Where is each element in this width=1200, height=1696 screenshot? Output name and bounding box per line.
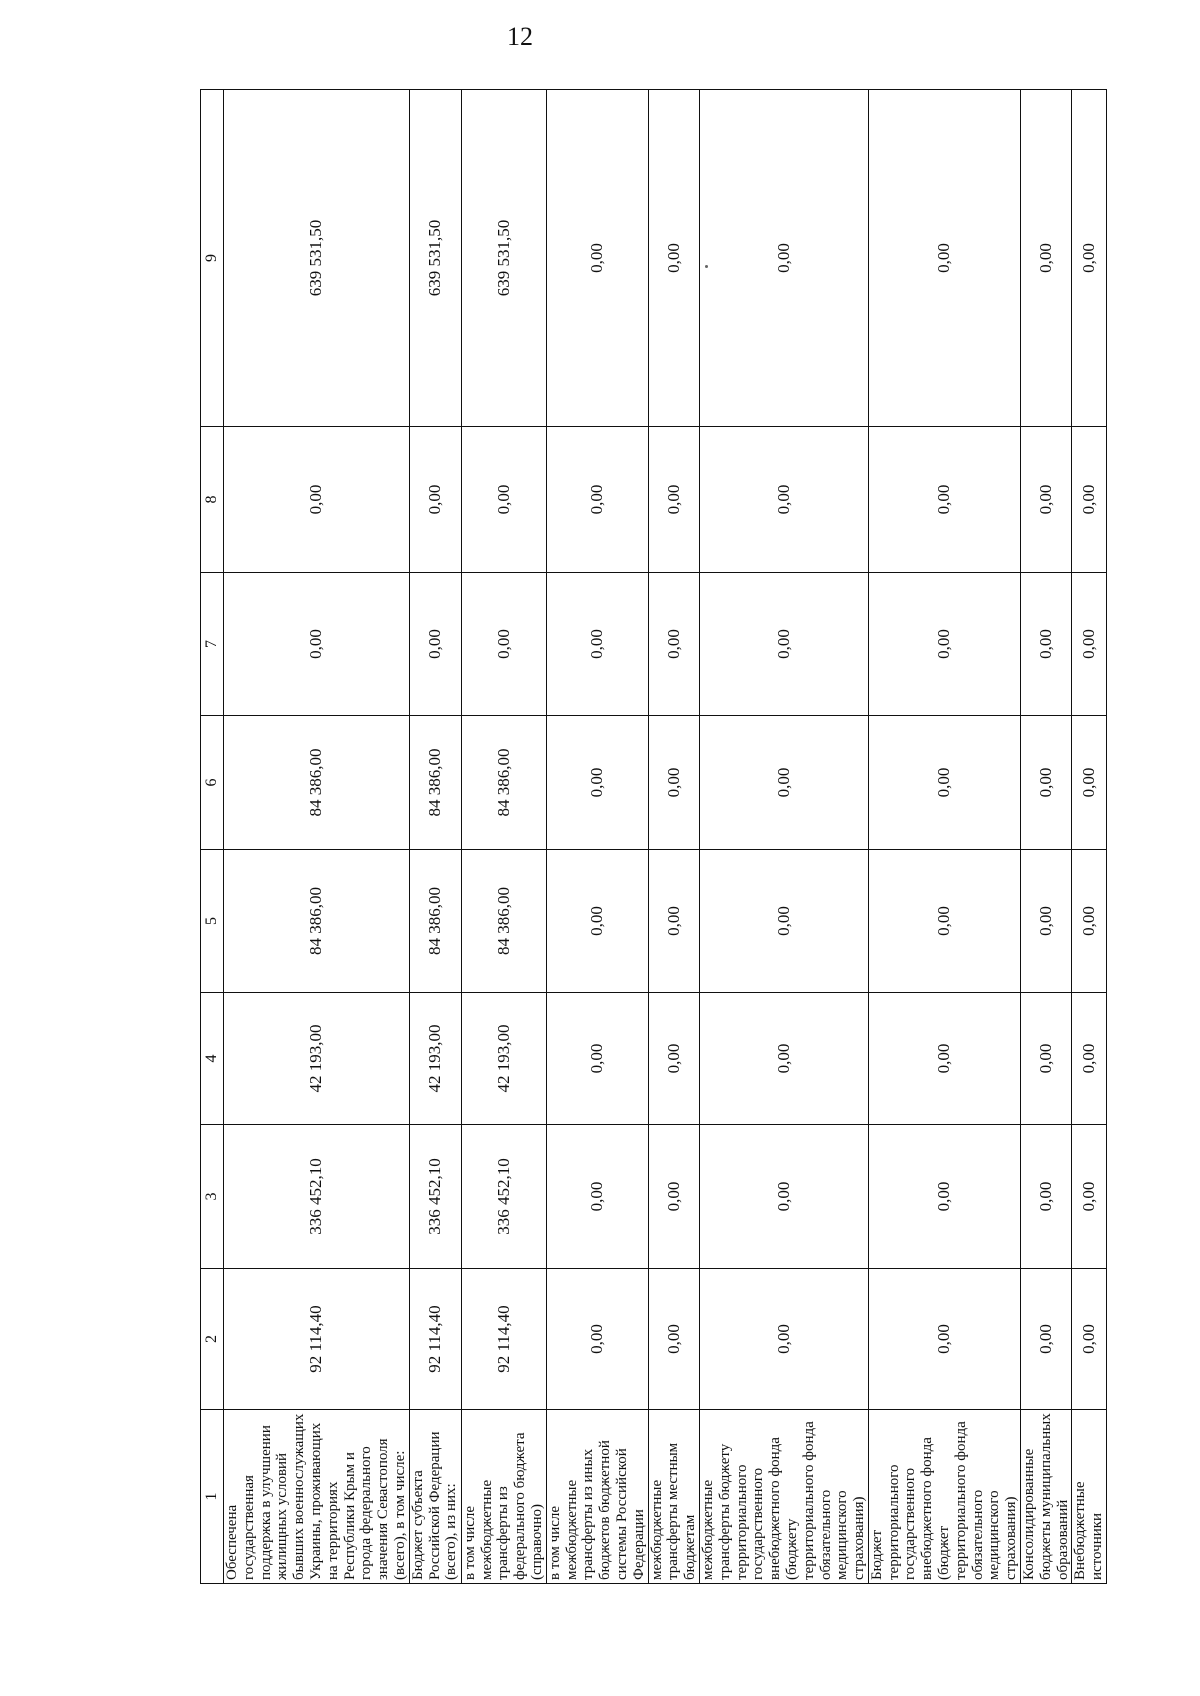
table-header <box>201 90 224 1584</box>
value-cell: 0,00 <box>868 716 1020 850</box>
value-cell: 0,00 <box>1021 1269 1072 1410</box>
value-cell: 0,00 <box>648 1125 699 1269</box>
column-header-3: 3 <box>201 1125 224 1269</box>
value-cell: 0,00 <box>1072 427 1107 573</box>
value-cell: 639 531,50 <box>409 90 461 427</box>
value-cell: 0,00 <box>1021 1125 1072 1269</box>
value-cell: 639 531,50 <box>224 90 410 427</box>
value-cell: 0,00 <box>1072 1125 1107 1269</box>
table-row <box>224 90 410 1584</box>
value-cell: 0,00 <box>648 1269 699 1410</box>
column-header-2: 2 <box>201 1269 224 1410</box>
value-cell: 0,00 <box>409 427 461 573</box>
value-cell: 336 452,10 <box>224 1125 410 1269</box>
value-cell: 0,00 <box>648 573 699 716</box>
table-row <box>1072 90 1107 1584</box>
value-cell: 0,00 <box>868 1269 1020 1410</box>
rotated-table-container <box>200 90 1106 1584</box>
value-cell: 0,00 <box>868 1125 1020 1269</box>
value-cell: 0,00 <box>461 427 546 573</box>
table-row <box>409 90 461 1584</box>
value-cell: 92 114,40 <box>461 1269 546 1410</box>
column-header-1: 1 <box>201 1410 224 1584</box>
table-row <box>461 90 546 1584</box>
value-cell: 0,00 <box>648 90 699 427</box>
value-cell: 0,00 <box>1021 716 1072 850</box>
row-label: Бюджет территориального государственного внебюджетного фонда (бюджет территориального фонда обязательного медицинского страхования) <box>868 1410 1020 1584</box>
row-label: Обеспечена государственная поддержка в улучшении жилищных условий бывших военнослужащих Украины, проживающих на территориях Республики Крым и города федерального значения Севастополя (всего), в том числе: <box>224 1410 410 1584</box>
value-cell: 0,00 <box>699 573 868 716</box>
value-cell: 0,00 <box>699 1125 868 1269</box>
value-cell: 0,00 <box>699 850 868 993</box>
value-cell: 0,00 <box>868 993 1020 1125</box>
value-cell: 0,00 <box>648 850 699 993</box>
value-cell: 0,00 <box>1072 1269 1107 1410</box>
row-label: Внебюджетные источники <box>1072 1410 1107 1584</box>
value-cell: 0,00 <box>546 1125 648 1269</box>
page-number: 12 <box>507 22 533 51</box>
value-cell: 0,00 <box>648 716 699 850</box>
value-cell: 0,00 <box>546 573 648 716</box>
row-label: в том числе межбюджетные трансферты из федерального бюджета (справочно) <box>461 1410 546 1584</box>
scan-speck <box>705 265 708 268</box>
column-header-7: 7 <box>201 573 224 716</box>
value-cell: 0,00 <box>1072 850 1107 993</box>
value-cell: 84 386,00 <box>409 716 461 850</box>
value-cell: 0,00 <box>224 427 410 573</box>
header-row <box>201 90 224 1584</box>
value-cell: 0,00 <box>224 573 410 716</box>
value-cell: 0,00 <box>1072 716 1107 850</box>
table-row <box>699 90 868 1584</box>
value-cell: 92 114,40 <box>409 1269 461 1410</box>
value-cell: 0,00 <box>699 716 868 850</box>
table-body <box>224 90 1107 1584</box>
value-cell: 0,00 <box>409 573 461 716</box>
value-cell: 84 386,00 <box>224 716 410 850</box>
value-cell: 0,00 <box>699 90 868 427</box>
value-cell: 0,00 <box>868 850 1020 993</box>
column-header-8: 8 <box>201 427 224 573</box>
value-cell: 0,00 <box>699 1269 868 1410</box>
value-cell: 92 114,40 <box>224 1269 410 1410</box>
table-row <box>648 90 699 1584</box>
value-cell: 0,00 <box>546 90 648 427</box>
row-label: межбюджетные трансферты местным бюджетам <box>648 1410 699 1584</box>
value-cell: 84 386,00 <box>409 850 461 993</box>
row-label: в том числе межбюджетные трансферты из иных бюджетов бюджетной системы Российской Федерации <box>546 1410 648 1584</box>
value-cell: 336 452,10 <box>461 1125 546 1269</box>
column-header-5: 5 <box>201 850 224 993</box>
value-cell: 84 386,00 <box>461 716 546 850</box>
value-cell: 42 193,00 <box>461 993 546 1125</box>
column-header-4: 4 <box>201 993 224 1125</box>
row-label: межбюджетные трансферты бюджету территориального государственного внебюджетного фонда (бюджету территориального фонда обязательного медицинского страхования) <box>699 1410 868 1584</box>
value-cell: 42 193,00 <box>224 993 410 1125</box>
value-cell: 0,00 <box>699 427 868 573</box>
value-cell: 0,00 <box>1072 573 1107 716</box>
value-cell: 0,00 <box>868 90 1020 427</box>
value-cell: 84 386,00 <box>461 850 546 993</box>
value-cell: 0,00 <box>648 993 699 1125</box>
value-cell: 0,00 <box>1021 993 1072 1125</box>
row-label: Консолидированные бюджеты муниципальных образований <box>1021 1410 1072 1584</box>
value-cell: 0,00 <box>1021 90 1072 427</box>
value-cell: 639 531,50 <box>461 90 546 427</box>
value-cell: 0,00 <box>546 427 648 573</box>
column-header-6: 6 <box>201 716 224 850</box>
value-cell: 0,00 <box>546 716 648 850</box>
value-cell: 0,00 <box>461 573 546 716</box>
value-cell: 0,00 <box>546 850 648 993</box>
value-cell: 0,00 <box>546 993 648 1125</box>
value-cell: 0,00 <box>1021 573 1072 716</box>
table-row <box>546 90 648 1584</box>
value-cell: 0,00 <box>648 427 699 573</box>
value-cell: 84 386,00 <box>224 850 410 993</box>
budget-table <box>200 89 1107 1584</box>
value-cell: 42 193,00 <box>409 993 461 1125</box>
value-cell: 0,00 <box>868 427 1020 573</box>
value-cell: 0,00 <box>1021 850 1072 993</box>
column-header-9: 9 <box>201 90 224 427</box>
row-label: Бюджет субъекта Российской Федерации (всего), из них: <box>409 1410 461 1584</box>
value-cell: 0,00 <box>868 573 1020 716</box>
table-row <box>868 90 1020 1584</box>
value-cell: 0,00 <box>1072 993 1107 1125</box>
value-cell: 0,00 <box>546 1269 648 1410</box>
value-cell: 0,00 <box>1021 427 1072 573</box>
value-cell: 336 452,10 <box>409 1125 461 1269</box>
value-cell: 0,00 <box>699 993 868 1125</box>
table-row <box>1021 90 1072 1584</box>
value-cell: 0,00 <box>1072 90 1107 427</box>
